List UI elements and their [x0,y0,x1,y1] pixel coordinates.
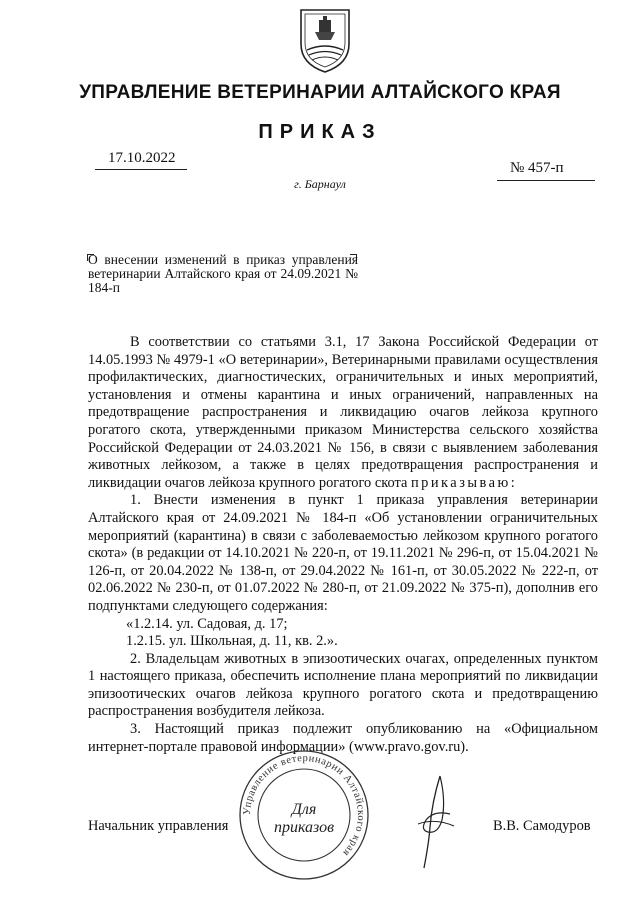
signatory-name: В.В. Самодуров [493,818,591,834]
signature-icon [410,772,460,872]
item-3-paragraph: 3. Настоящий приказ подлежит опубликованию на «Официальном интернет-портале правовой информации» (www.pravo.gov.ru). [88,721,598,755]
agency-name: УПРАВЛЕНИЕ ВЕТЕРИНАРИИ АЛТАЙСКОГО КРАЯ [79,82,561,103]
subitem-1-2-15: 1.2.15. ул. Школьная, д. 11, кв. 2.». [126,633,338,650]
round-seal-icon [237,748,371,882]
item-1-paragraph: 1. Внести изменения в пункт 1 приказа управления ветеринарии Алтайского края от 24.09.2021 № 184-п «Об установлении ограничительных мероприятий (карантина) в связи с заболеваемостью лейкозом крупного рогатого скота» (в редакции от 14.10.2021 № 220-п, от 19.11.2021 № 296-п, от 15.04.2021 № 126-п, от 20.04.2022 № 138-п, от 29.04.2022 № 161-п, от 30.05.2022 № 222-п, от 02.06.2022 № 230-п, от 01.07.2022 № 280-п, от 21.09.2022 № 375-п), дополнив его подпунктами следующего содержания: [88,492,598,614]
document-city: г. Барнаул [294,177,346,191]
signatory-position: Начальник управления [88,818,229,834]
document-subject: О внесении изменений в приказ управления ветеринарии Алтайского края от 24.09.2021 № 184-п [88,252,358,295]
seal-center-line1: Для [291,801,317,818]
document-number: № 457-п [510,160,564,176]
preamble-text: В соответствии со статьями 3.1, 17 Закона Российской Федерации от 14.05.1993 № 4979-1 «О ветеринарии», Ветеринарными правилами осуществления профилактических, диагностических, ограничительных и иных мероприятий, установления и отмены карантина и иных ограничений, направленных на предотвращение распространения и ликвидацию очагов лейкоза крупного рогатого скота, утвержденными приказом Министерства сельского хозяйства Российской Федерации от 24.03.2021 № 156, в связи с выявлением заболевания животных лейкозом, а также в целях предотвращения распространения и ликвидации очагов лейкоза крупного рогатого скота [88,334,598,491]
seal-ring-text: Управление ветеринарии Алтайского края [241,752,367,859]
decree-word: приказываю: [410,474,518,491]
subitem-1-2-14: «1.2.14. ул. Садовая, д. 17; [126,615,288,632]
document-date: 17.10.2022 [108,150,176,166]
coat-of-arms-icon [297,6,353,74]
item-2-paragraph: 2. Владельцам животных в эпизоотических очагах, определенных пунктом 1 настоящего приказа, обеспечить исполнение плана мероприятий по ликвидации эпизоотических очагов лейкоза крупного рогатого скота и предотвращению распространения возбудителя лейкоза. [88,650,598,720]
seal-center-line2: приказов [273,819,335,836]
document-title: ПРИКАЗ [258,121,382,143]
document-body [88,334,598,756]
preamble-paragraph [88,334,598,492]
date-underline [95,169,187,170]
